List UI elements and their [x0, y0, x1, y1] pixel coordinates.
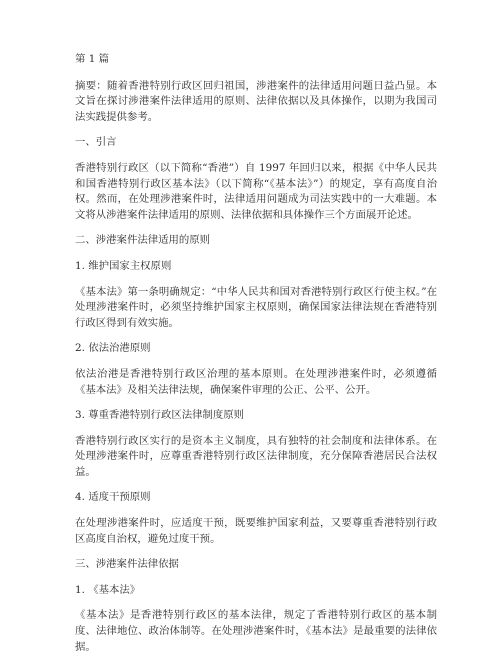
document-page	[75, 52, 437, 665]
principle-2-paragraph: 依法治港是香港特别行政区治理的基本原则。在处理涉港案件时，必须遵循《基本法》及相关法律法规，确保案件审理的公正、公平、公开。	[75, 367, 437, 396]
principle-3-heading: 3. 尊重香港特别行政区法律制度原则	[75, 409, 245, 422]
document-title: 第 1 篇	[75, 53, 109, 65]
principle-4-paragraph: 在处理涉港案件时，应适度干预，既要维护国家利益，又要尊重香港特别行政区高度自治权，避免过度干预。	[75, 517, 437, 545]
section-heading-legal-basis: 三、涉港案件法律依据	[75, 558, 179, 571]
principle-2-heading: 2. 依法治港原则	[75, 342, 151, 355]
principle-3-paragraph: 香港特别行政区实行的是资本主义制度，具有独特的社会制度和法律体系。在处理涉港案件时，应尊重香港特别行政区法律制度，充分保障香港居民合法权益。	[75, 434, 437, 478]
principle-4-heading: 4. 适度干预原则	[75, 491, 151, 504]
section-heading-principles: 二、涉港案件法律适用的原则	[75, 234, 211, 247]
introduction-paragraph: 香港特别行政区（以下简称“香港”）自 1997 年回归以来，根据《中华人民共和国香港特别行政区基本法》（以下简称“《基本法》”）的规定，享有高度自治权。然而，在处理涉港案件时，法律适用问题成为司法实践中的一大难题。本文将从涉港案件法律适用的原则、法律依据和具体操作三个方面展开论述。	[75, 161, 437, 221]
principle-1-heading: 1. 维护国家主权原则	[75, 259, 172, 272]
abstract-paragraph: 摘要：随着香港特别行政区回归祖国，涉港案件的法律适用问题日益凸显。本文旨在探讨涉港案件法律适用的原则、法律依据以及具体操作，以期为我国司法实践提供参考。	[75, 79, 437, 123]
legal-basis-1-heading: 1. 《基本法》	[75, 583, 141, 596]
legal-basis-1-paragraph: 《基本法》是香港特别行政区的基本法律，规定了香港特别行政区的基本制度、法律地位、政治体制等。在处理涉港案件时，《基本法》是最重要的法律依据。	[75, 609, 437, 653]
section-heading-introduction: 一、引言	[75, 136, 117, 149]
principle-1-paragraph: 《基本法》第一条明确规定：“中华人民共和国对香港特别行政区行使主权。”在处理涉港案件时，必须坚持维护国家主权原则，确保国家法律法规在香港特别行政区得到有效实施。	[75, 285, 437, 329]
